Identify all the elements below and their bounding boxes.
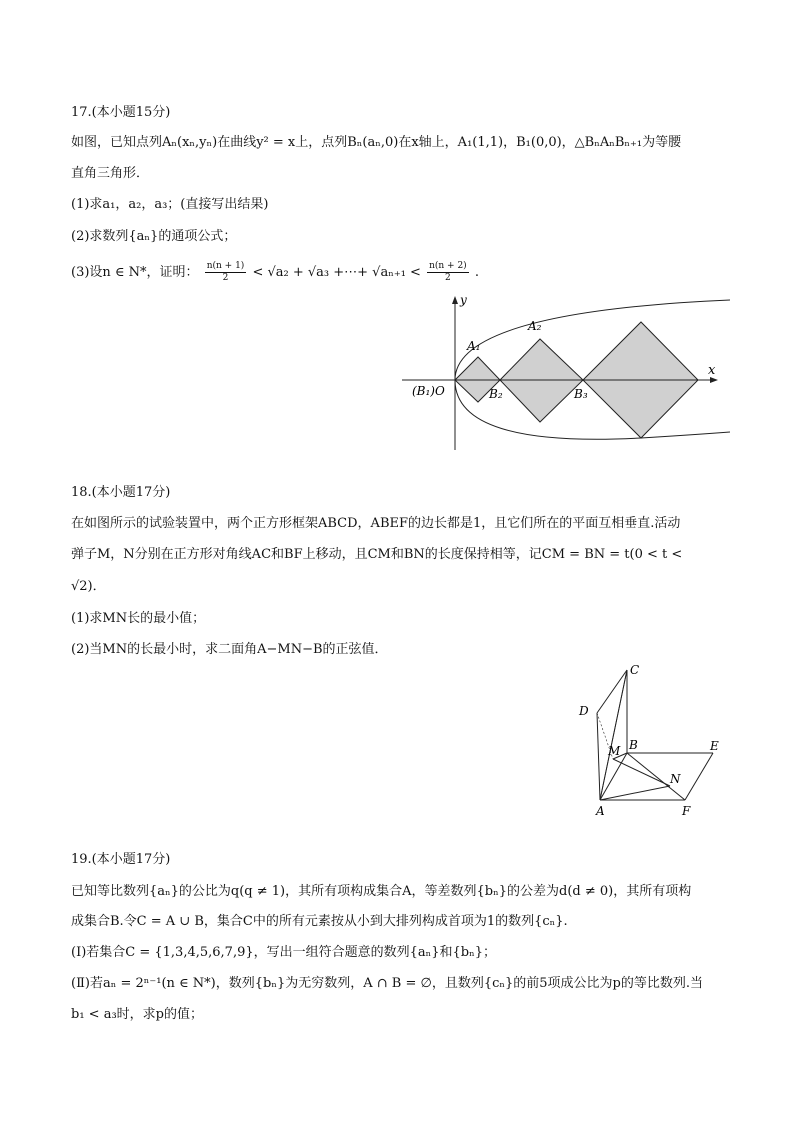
q18-label-E: E (710, 739, 719, 753)
q17-part1: (1)求a₁，a₂，a₃；(直接写出结果) (71, 197, 269, 212)
q17-stem-line1: 如图，已知点列Aₙ(xₙ,yₙ)在曲线y² = x上，点列Bₙ(aₙ,0)在x轴上，A₁(1,1)，B₁(0,0)，△BₙAₙBₙ₊₁为等腰 (71, 135, 682, 150)
q17-parabola (455, 300, 730, 439)
q19-part1: (Ⅰ)若集合C = {1,3,4,5,6,7,9}，写出一组符合题意的数列{aₙ}和{bₙ}； (71, 945, 497, 960)
q18-label-D: D (579, 704, 589, 718)
q17-part3-right-fraction (427, 261, 469, 284)
q18-label-N: N (670, 772, 681, 786)
q17-label-B3: B₃ (574, 387, 588, 401)
q17-part3-prefix: (3)设n ∈ N*，证明： (71, 265, 199, 280)
q18-edge-EF (685, 753, 713, 800)
q18-stem-line1: 在如图所示的试验装置中，两个正方形框架ABCD，ABEF的边长都是1，且它们所在的平面互相垂直.活动 (71, 516, 681, 531)
q17-part3-middle: < √a₂ + √a₃ +⋯+ √aₙ₊₁ < (252, 265, 426, 280)
q19-stem-line1: 已知等比数列{aₙ}的公比为q(q ≠ 1)，其所有项构成集合A，等差数列{bₙ}的公差为d(d ≠ 0)，其所有项构 (71, 884, 692, 899)
q18-stem-line3: √2)． (71, 579, 106, 594)
q17-stem-line2: 直角三角形． (71, 166, 150, 181)
q18-label-M: M (608, 744, 621, 758)
q18-stem-line2: 弹子M，N分别在正方形对角线AC和BF上移动，且CM和BN的长度保持相等，记CM = BN = t(0 < t < (71, 547, 683, 562)
q19-part2-line2: b₁ < a₃时，求p的值； (71, 1007, 203, 1022)
q17-left-denominator: 2 (222, 273, 229, 283)
q18-label-A: A (596, 804, 605, 818)
q19-part2-line1: (Ⅱ)若aₙ = 2ⁿ⁻¹(n ∈ N*)，数列{bₙ}为无穷数列，A ∩ B = ∅，且数列{cₙ}的前5项成公比为p的等比数列.当 (71, 976, 703, 991)
q18-header: 18.(本小题17分) (71, 485, 171, 500)
q18-part2: (2)当MN的长最小时，求二面角A−MN−B的正弦值． (71, 642, 388, 657)
q17-right-numerator: n(n + 2) (429, 261, 467, 271)
q18-edge-AD (597, 713, 600, 800)
q17-part2: (2)求数列{aₙ}的通项公式； (71, 229, 237, 244)
q19-stem-line2: 成集合B.令C = A ∪ B，集合C中的所有元素按从小到大排列构成首项为1的数列{cₙ}. (71, 914, 568, 929)
q17-label-A2: A₂ (528, 319, 542, 333)
q19-header: 19.(本小题17分) (71, 852, 171, 867)
q18-label-B: B (629, 738, 638, 752)
q17-left-numerator: n(n + 1) (206, 261, 245, 271)
q17-right-denominator: 2 (445, 273, 451, 283)
q18-label-F: F (682, 804, 691, 818)
q18-edge-AB (600, 753, 627, 800)
q17-label-x: x (708, 363, 716, 378)
q17-label-B2: B₂ (489, 387, 503, 401)
q17-label-A1: A₁ (467, 339, 481, 353)
q17-part3 (71, 261, 479, 284)
q18-line-MN (613, 759, 670, 786)
q17-label-y: y (460, 293, 467, 307)
q17-header: 17.(本小题15分) (71, 105, 171, 120)
q17-part3-end: . (474, 265, 479, 280)
q18-label-C: C (630, 663, 640, 677)
q18-line-AN (600, 786, 670, 800)
q17-part3-left-fraction (205, 261, 247, 284)
q18-figure (570, 658, 735, 823)
q17-label-B1O: (B₁)O (412, 384, 445, 398)
q17-figure (400, 292, 730, 452)
q18-part1: (1)求MN长的最小值； (71, 611, 206, 626)
q17-y-arrow (452, 296, 458, 304)
